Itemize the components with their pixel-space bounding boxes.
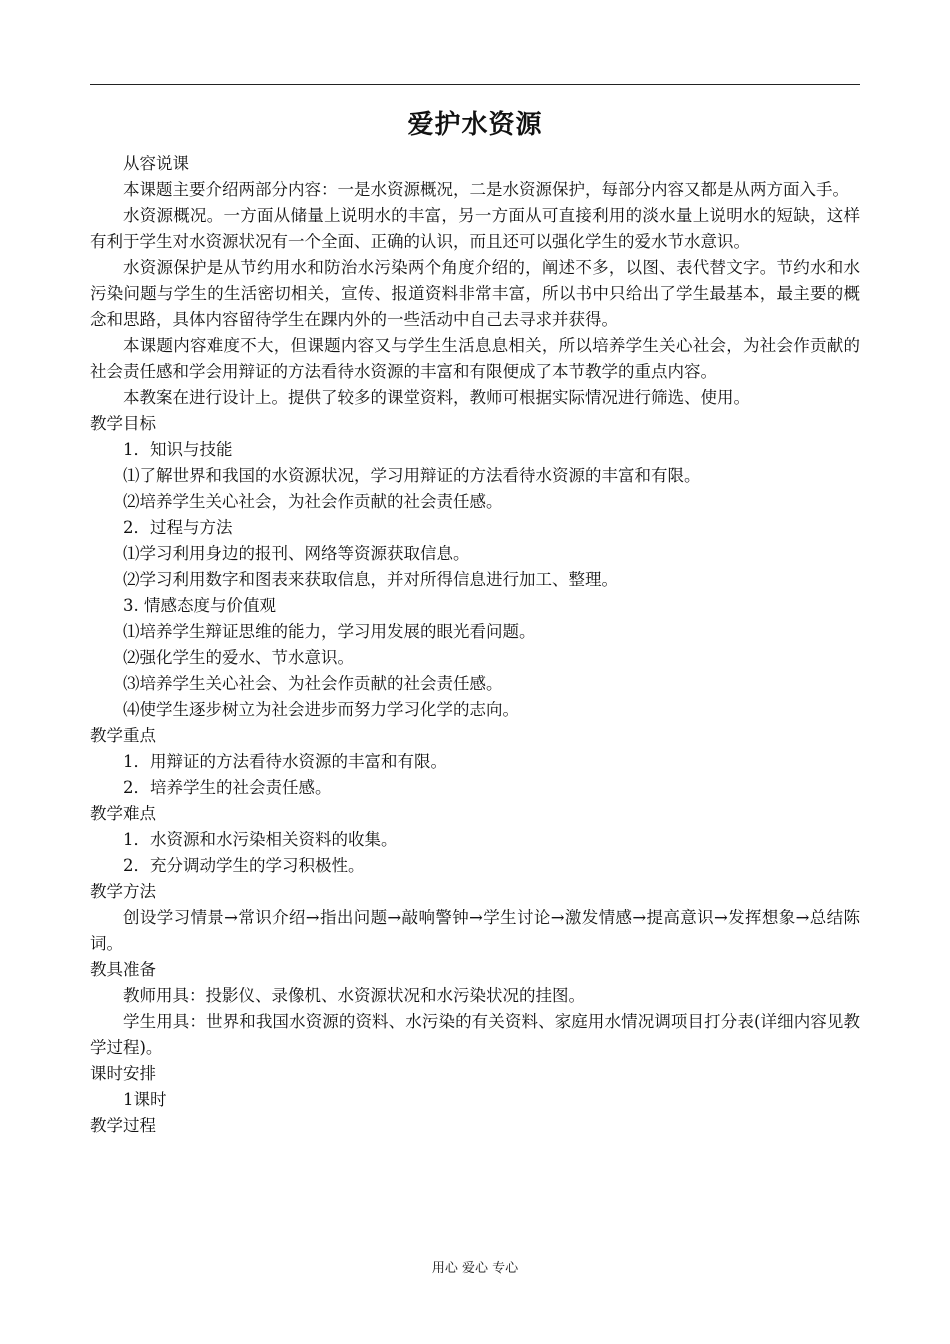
paragraph: 1课时 xyxy=(123,1090,167,1109)
section-heading: 教学过程 xyxy=(90,1116,156,1135)
list-item: ⑵学习利用数字和图表来获取信息，并对所得信息进行加工、整理。 xyxy=(123,570,618,589)
section-heading: 教学方法 xyxy=(90,882,156,901)
page-title: 爱护水资源 xyxy=(407,110,543,140)
paragraph: 学生用具：世界和我国水资源的资料、水污染的有关资料、家庭用水情况调项目打分表(详细内容见教学过程)。 xyxy=(90,1012,860,1057)
list-item: 2．培养学生的社会责任感。 xyxy=(123,778,332,797)
list-item: ⑷使学生逐步树立为社会进步而努力学习化学的志向。 xyxy=(123,700,519,719)
paragraph: 本课题内容难度不大，但课题内容又与学生生活息息相关，所以培养学生关心社会，为社会作贡献的社会责任感和学会用辩证的方法看待水资源的丰富和有限便成了本节教学的重点内容。 xyxy=(90,336,860,381)
list-item: ⑵培养学生关心社会，为社会作贡献的社会责任感。 xyxy=(123,492,503,511)
page-footer: 用心 爱心 专心 xyxy=(431,1261,519,1276)
list-item: 1．水资源和水污染相关资料的收集。 xyxy=(123,830,398,849)
list-item: ⑴了解世界和我国的水资源状况，学习用辩证的方法看待水资源的丰富和有限。 xyxy=(123,466,701,485)
paragraph: 创设学习情景→常识介绍→指出问题→敲响警钟→学生讨论→激发情感→提高意识→发挥想象→总结陈词。 xyxy=(90,908,860,953)
paragraph: 本课题主要介绍两部分内容：一是水资源概况，二是水资源保护，每部分内容又都是从两方面入手。 xyxy=(123,180,849,199)
list-item: ⑴学习利用身边的报刊、网络等资源获取信息。 xyxy=(123,544,470,563)
paragraph: 水资源概况。一方面从储量上说明水的丰富，另一方面从可直接利用的淡水量上说明水的短缺，这样有利于学生对水资源状况有一个全面、正确的认识，而且还可以强化学生的爱水节水意识。 xyxy=(90,206,860,251)
document-body xyxy=(90,151,860,1139)
list-item: 1．用辩证的方法看待水资源的丰富和有限。 xyxy=(123,752,447,771)
list-item: ⑵强化学生的爱水、节水意识。 xyxy=(123,648,354,667)
list-item: 2．过程与方法 xyxy=(123,518,233,537)
section-heading: 教学难点 xyxy=(90,804,156,823)
list-item: 1．知识与技能 xyxy=(123,440,233,459)
list-item: ⑶培养学生关心社会、为社会作贡献的社会责任感。 xyxy=(123,674,503,693)
paragraph: 从容说课 xyxy=(123,154,189,173)
section-heading: 课时安排 xyxy=(90,1064,156,1083)
section-heading: 教具准备 xyxy=(90,960,156,979)
paragraph: 本教案在进行设计上。提供了较多的课堂资料，教师可根据实际情况进行筛选、使用。 xyxy=(123,388,750,407)
paragraph: 水资源保护是从节约用水和防治水污染两个角度介绍的，阐述不多，以图、表代替文字。节约水和水污染问题与学生的生活密切相关，宣传、报道资料非常丰富，所以书中只给出了学生最基本，最主要的概念和思路，具体内容留待学生在踝内外的一些活动中自己去寻求并获得。 xyxy=(90,258,860,329)
list-item: 3. 情感态度与价值观 xyxy=(123,596,276,615)
section-heading: 教学目标 xyxy=(90,414,156,433)
list-item: ⑴培养学生辩证思维的能力，学习用发展的眼光看问题。 xyxy=(123,622,536,641)
section-heading: 教学重点 xyxy=(90,726,156,745)
paragraph: 教师用具：投影仪、录像机、水资源状况和水污染状况的挂图。 xyxy=(123,986,585,1005)
list-item: 2．充分调动学生的学习积极性。 xyxy=(123,856,365,875)
header-rule xyxy=(90,84,860,85)
